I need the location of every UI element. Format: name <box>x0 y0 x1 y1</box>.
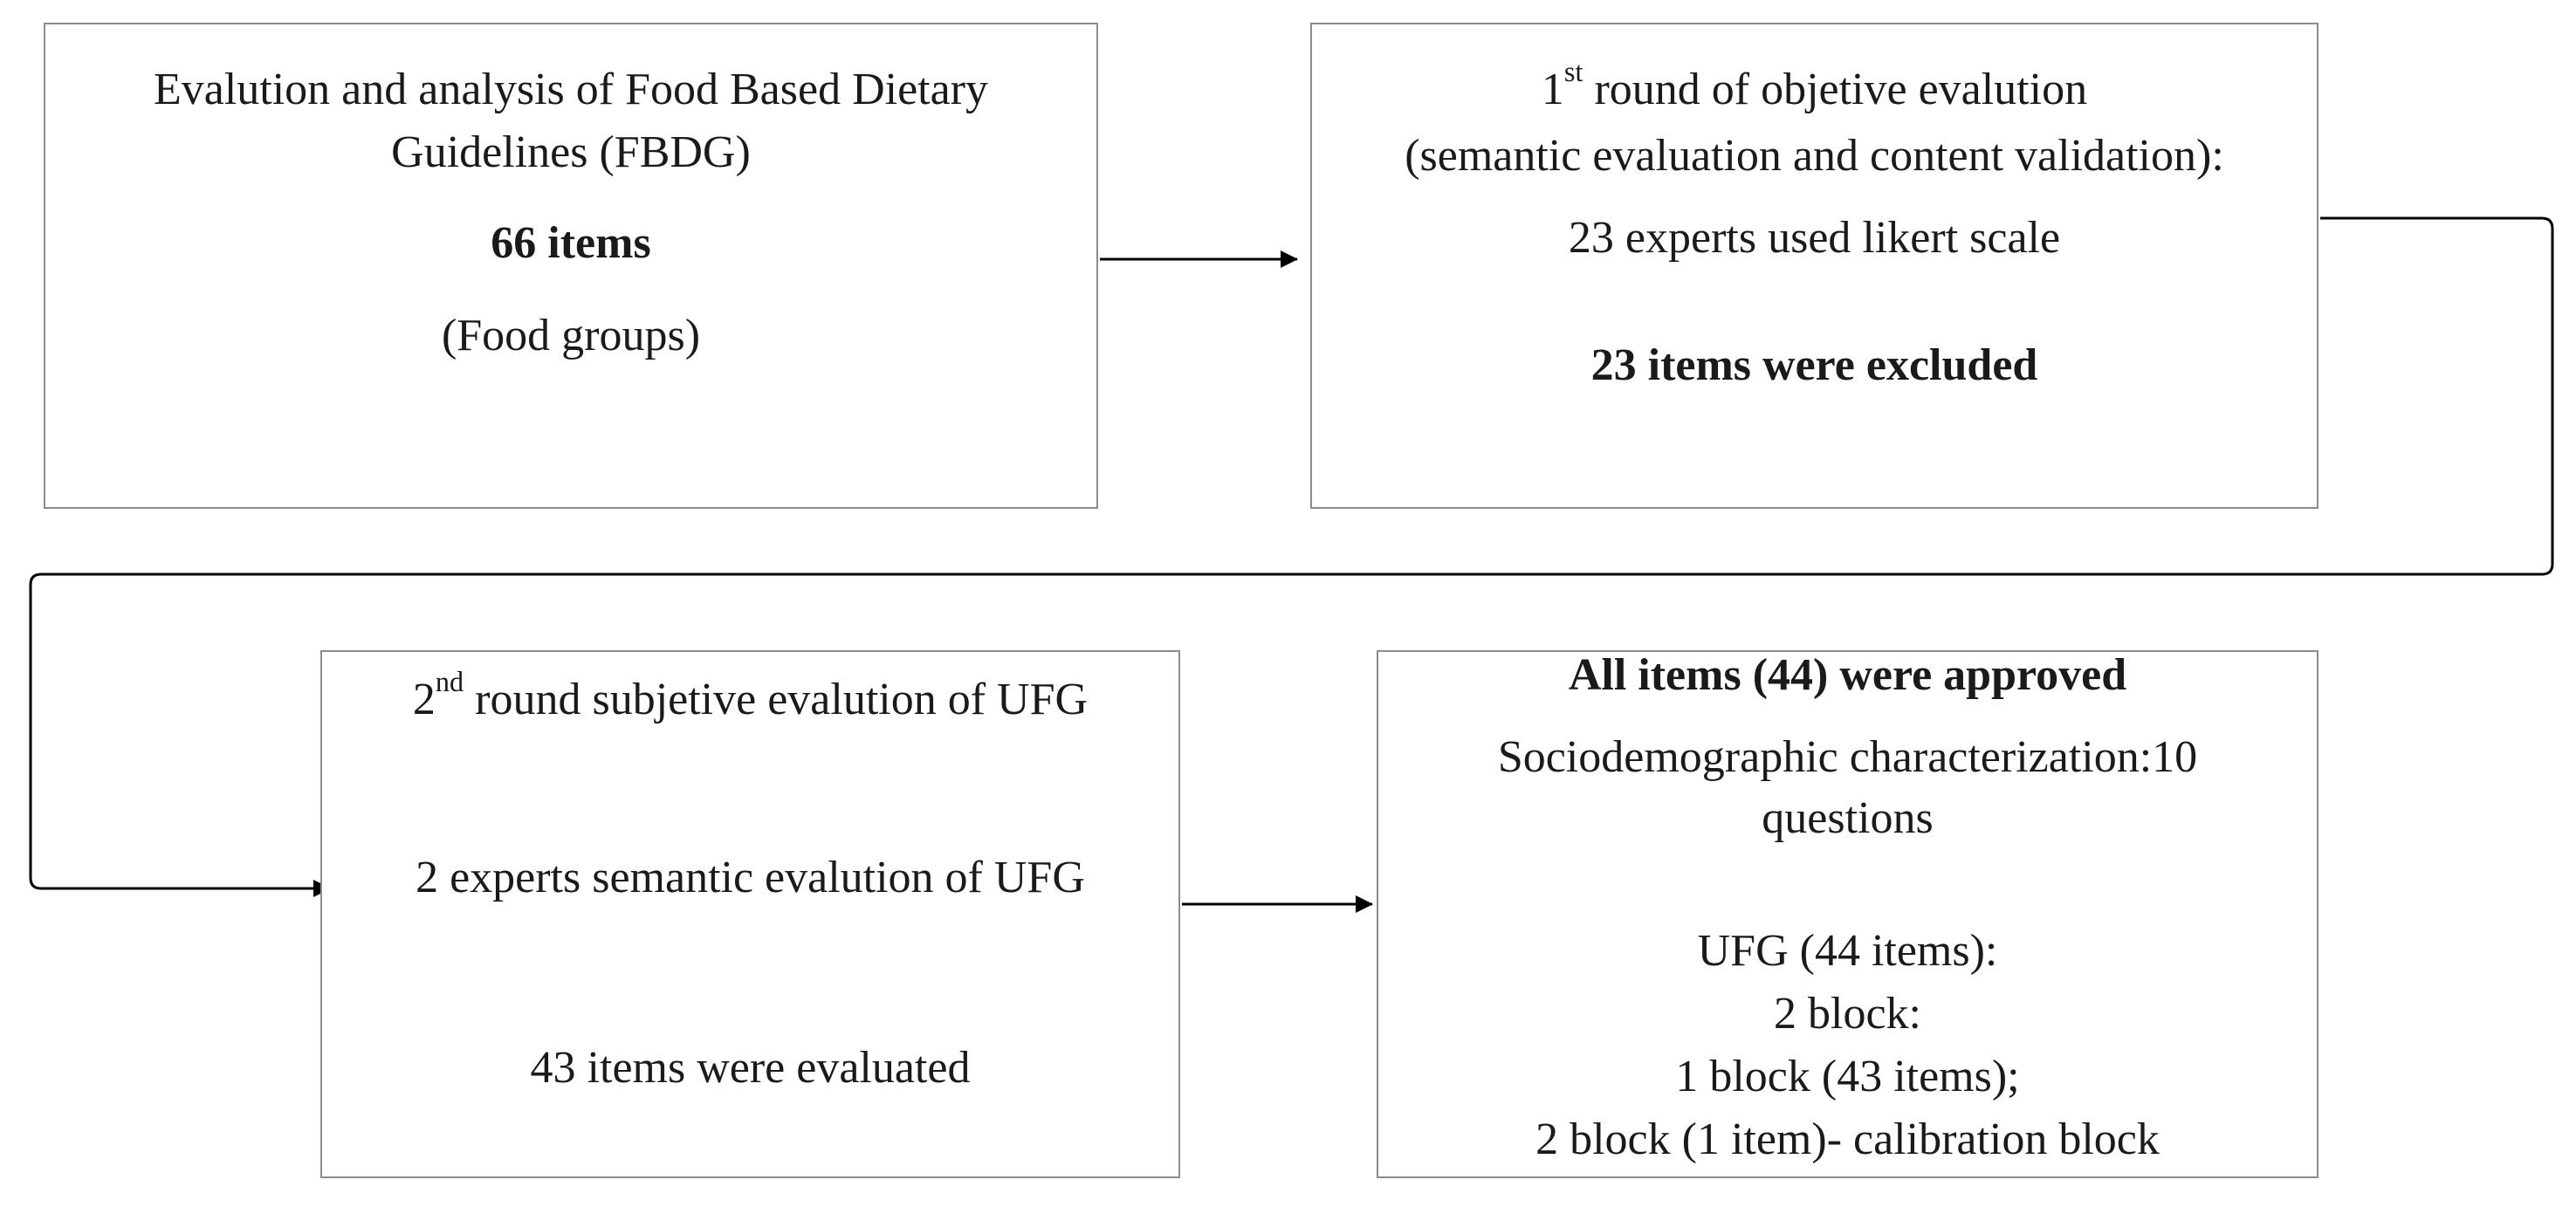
second-round-box <box>320 650 1180 1178</box>
fbdg-analysis-box <box>44 23 1098 509</box>
fbdg-item-count: 66 items <box>491 218 651 268</box>
second-round-experts: 2 experts semantic evalution of UFG <box>416 853 1085 902</box>
ufg-items: UFG (44 items): <box>1697 926 1998 976</box>
first-round-subtitle: (semantic evaluation and content validation): <box>1405 131 2224 181</box>
approved-title: All items (44) were approved <box>1568 650 2127 700</box>
first-round-box <box>1310 23 2318 509</box>
fbdg-food-groups: (Food groups) <box>441 311 701 360</box>
block-count: 2 block: <box>1774 989 1921 1039</box>
first-round-title: 1st round of objetive evalution <box>1541 56 2088 114</box>
sociodemographic-line2: questions <box>1762 793 1934 843</box>
approved-items-box <box>1377 650 2318 1178</box>
sociodemographic-line1: Sociodemographic characterization:10 <box>1497 732 2198 782</box>
fbdg-title-line2: Guidelines (FBDG) <box>391 127 751 177</box>
fbdg-title-line1: Evalution and analysis of Food Based Dietary <box>153 65 989 114</box>
second-round-title: 2nd round subjetive evalution of UFG <box>412 666 1089 724</box>
first-round-experts: 23 experts used likert scale <box>1568 213 2061 263</box>
second-round-evaluated: 43 items were evaluated <box>530 1043 971 1093</box>
block2-detail: 2 block (1 item)- calibration block <box>1535 1114 2160 1164</box>
block1-detail: 1 block (43 items); <box>1675 1052 2020 1101</box>
first-round-excluded: 23 items were excluded <box>1590 340 2038 390</box>
